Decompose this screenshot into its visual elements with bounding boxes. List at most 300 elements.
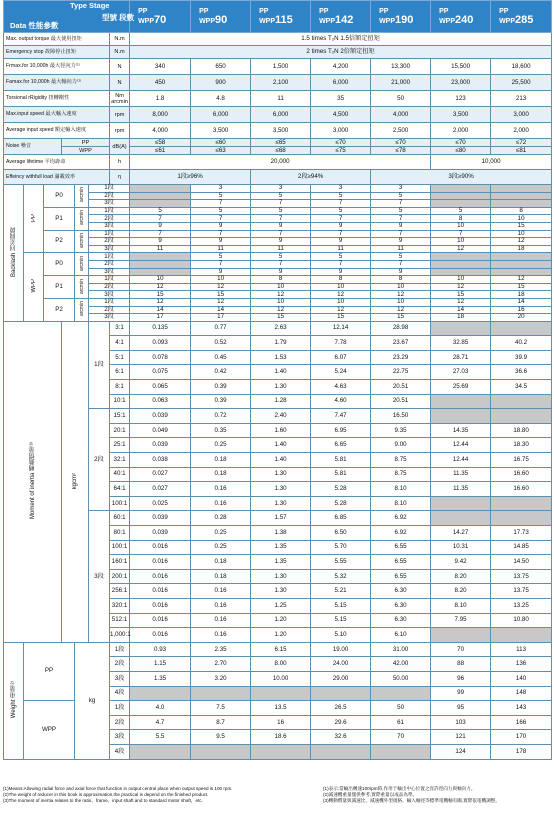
value-cell: 8.75 — [371, 453, 431, 468]
wpp-weight-label: WPP — [24, 701, 75, 759]
lifetime-label: Average lifetime 平均壽命 — [4, 155, 110, 170]
stage-label: 3段 — [89, 314, 130, 322]
value-cell: 2.63 — [251, 321, 311, 336]
value-cell: 103 — [431, 715, 491, 730]
value-cell: 12.44 — [431, 453, 491, 468]
value-cell: 6,000 — [251, 107, 311, 123]
stage-label: 1段 — [89, 253, 130, 261]
value-cell: 0.025 — [130, 496, 191, 511]
value-cell: 12.44 — [431, 438, 491, 453]
avg-input-label: Average input speed 額定輸入速度 — [4, 123, 110, 139]
value-cell: 16.60 — [491, 467, 552, 482]
value-cell: 7 — [191, 200, 251, 208]
model-header — [431, 1, 491, 33]
table-row — [4, 321, 552, 336]
max-torque-label: Max. output torque 最大使用扭矩 — [4, 33, 110, 46]
emergency-stop-value: 2 times T₂N 2倍額定扭矩 — [130, 46, 552, 59]
value-cell: 88 — [431, 657, 491, 672]
value-cell: 3 — [371, 185, 431, 193]
lifetime-value: 10,000 — [431, 155, 552, 170]
value-cell: 15 — [311, 314, 371, 322]
value-cell: 22.75 — [371, 365, 431, 380]
value-cell: 7 — [371, 200, 431, 208]
value-cell: 17 — [130, 314, 191, 322]
value-cell: 12 — [311, 291, 371, 299]
table-row — [4, 170, 552, 185]
value-cell: 9 — [251, 222, 311, 230]
value-cell: 0.25 — [191, 438, 251, 453]
ratio-label: 80:1 — [110, 526, 130, 541]
value-cell: 6.85 — [311, 511, 371, 526]
arcmin-unit: arcmin — [78, 210, 85, 226]
value-cell: ≤80 — [431, 147, 491, 155]
value-cell: 5 — [251, 253, 311, 261]
value-cell: 8.7 — [191, 715, 251, 730]
stage-label: 1段 — [89, 276, 130, 284]
value-cell: 3,000 — [311, 123, 371, 139]
stage-label: 4段 — [110, 744, 130, 759]
value-cell: 12 — [311, 306, 371, 314]
value-cell — [130, 192, 191, 200]
model-prefix: PP — [138, 7, 148, 15]
table-row — [4, 75, 552, 91]
value-cell: 9.5 — [191, 730, 251, 745]
value-cell: 7 — [130, 230, 191, 238]
value-cell: 95 — [431, 701, 491, 716]
model-prefix: PP — [439, 7, 449, 15]
value-cell: 0.72 — [191, 409, 251, 424]
value-cell: 8.20 — [431, 569, 491, 584]
value-cell: 10 — [371, 298, 431, 306]
value-cell: 10 — [491, 230, 552, 238]
value-cell — [130, 185, 191, 193]
value-cell: 0.016 — [130, 628, 191, 643]
value-cell: 7 — [191, 230, 251, 238]
value-cell: 8.00 — [251, 657, 311, 672]
value-cell: 0.16 — [191, 584, 251, 599]
value-cell: 50 — [371, 701, 431, 716]
model-number: 285 — [515, 13, 534, 26]
ratio-label: 15:1 — [110, 409, 130, 424]
model-prefix-wpp: WPP — [379, 17, 396, 25]
value-cell: 9 — [371, 238, 431, 246]
value-cell: 15 — [431, 291, 491, 299]
value-cell: 7 — [191, 215, 251, 223]
value-cell: 18 — [491, 245, 552, 253]
value-cell: 0.16 — [191, 482, 251, 497]
value-cell: 99 — [431, 686, 491, 701]
ratio-label: 256:1 — [110, 584, 130, 599]
value-cell: 9 — [191, 222, 251, 230]
model-header — [191, 1, 251, 33]
value-cell: 0.039 — [130, 526, 191, 541]
value-cell: 32.6 — [311, 730, 371, 745]
value-cell: 7 — [371, 260, 431, 268]
value-cell: 7 — [371, 215, 431, 223]
value-cell — [130, 260, 191, 268]
unit-cell: rpm — [110, 107, 130, 123]
inertia-title-text: Moment of inertia 轉動慣量⁽³⁾ — [29, 442, 36, 520]
grade-label: P0 — [44, 185, 75, 208]
value-cell: 35 — [311, 91, 371, 107]
value-cell: 15 — [130, 291, 191, 299]
value-cell: 12 — [130, 283, 191, 291]
value-cell: 12 — [371, 306, 431, 314]
model-number: 115 — [275, 13, 293, 26]
stage-label: 3段 — [89, 511, 110, 642]
value-cell: 12.14 — [311, 321, 371, 336]
value-cell: 6.55 — [371, 555, 431, 570]
value-cell: 18 — [431, 314, 491, 322]
arcmin-unit: arcmin — [78, 301, 85, 317]
value-cell: 0.039 — [130, 409, 191, 424]
value-cell — [191, 686, 251, 701]
ratio-label: 160:1 — [110, 555, 130, 570]
value-cell: 7 — [431, 230, 491, 238]
value-cell: 9.35 — [371, 423, 431, 438]
noise-pp-label: PP — [62, 139, 110, 147]
value-cell: 0.18 — [191, 453, 251, 468]
grade-label: P1 — [44, 276, 75, 299]
value-cell: 18 — [491, 291, 552, 299]
pp-weight-label: PP — [24, 642, 75, 700]
value-cell: 10 — [491, 215, 552, 223]
ratio-label: 1,000:1 — [110, 628, 130, 643]
type-stage-header — [4, 1, 135, 33]
table-row — [4, 207, 552, 215]
unit-cell: N — [110, 59, 130, 75]
value-cell: 5.81 — [311, 453, 371, 468]
value-cell: 20.51 — [371, 380, 431, 395]
table-row — [4, 642, 552, 657]
value-cell: 39.9 — [491, 350, 552, 365]
value-cell: 25.69 — [431, 380, 491, 395]
value-cell: ≤68 — [251, 147, 311, 155]
value-cell: 18.6 — [251, 730, 311, 745]
value-cell: 2,100 — [251, 75, 311, 91]
value-cell: 4,200 — [311, 59, 371, 75]
value-cell: 7 — [311, 200, 371, 208]
value-cell: ≤78 — [371, 147, 431, 155]
efficiency-label: Effeincy withfull load 滿載效率 — [4, 170, 110, 185]
value-cell: ≤70 — [311, 139, 371, 147]
arcmin-unit: arcmin — [78, 187, 85, 203]
ratio-label: 10:1 — [110, 394, 130, 409]
model-prefix: PP — [379, 7, 389, 15]
stage-label: 1段 — [89, 207, 130, 215]
value-cell: 3,500 — [431, 107, 491, 123]
value-cell — [431, 409, 491, 424]
value-cell: 4.0 — [130, 701, 191, 716]
value-cell — [431, 192, 491, 200]
pp-label-text: PP — [30, 213, 37, 222]
value-cell: 10 — [191, 276, 251, 284]
value-cell: 10 — [311, 283, 371, 291]
value-cell: 23.29 — [371, 350, 431, 365]
unit-cell — [62, 321, 89, 642]
value-cell: 0.016 — [130, 613, 191, 628]
value-cell — [491, 185, 552, 193]
stage-label: 3段 — [89, 200, 130, 208]
value-cell: 23.67 — [371, 336, 431, 351]
value-cell: 9 — [130, 222, 191, 230]
stage-label: 4段 — [110, 686, 130, 701]
stage-label: 2段 — [89, 283, 130, 291]
value-cell: 1.35 — [130, 671, 191, 686]
efficiency-stage2: 2段≥94% — [251, 170, 371, 185]
value-cell: 10 — [371, 283, 431, 291]
value-cell: 18.80 — [491, 423, 552, 438]
value-cell: 29.6 — [311, 715, 371, 730]
ratio-label: 64:1 — [110, 482, 130, 497]
value-cell: 5.21 — [311, 584, 371, 599]
max-torque-value: 1.5 times T₂N 1.5倍額定扭矩 — [130, 33, 552, 46]
value-cell: 2.40 — [251, 409, 311, 424]
value-cell — [491, 260, 552, 268]
table-row — [4, 155, 552, 170]
value-cell: 26.5 — [311, 701, 371, 716]
value-cell: 7 — [251, 215, 311, 223]
value-cell: 14.85 — [491, 540, 552, 555]
value-cell — [431, 253, 491, 261]
value-cell: 4,000 — [130, 123, 191, 139]
model-prefix: PP — [199, 7, 209, 15]
stage-label: 1段 — [89, 298, 130, 306]
ratio-label: 8:1 — [110, 380, 130, 395]
value-cell: 2.70 — [191, 657, 251, 672]
value-cell: 9.00 — [371, 438, 431, 453]
value-cell: 13,300 — [371, 59, 431, 75]
value-cell: 1.35 — [251, 555, 311, 570]
value-cell: 5.32 — [311, 569, 371, 584]
value-cell: 10 — [251, 283, 311, 291]
value-cell: 6.95 — [311, 423, 371, 438]
value-cell: 6.30 — [371, 613, 431, 628]
value-cell: 15 — [191, 291, 251, 299]
unit-cell: dB(A) — [110, 139, 130, 155]
value-cell: 3,500 — [251, 123, 311, 139]
value-cell: 15 — [491, 222, 552, 230]
value-cell: 12 — [251, 306, 311, 314]
stage-label: 2段 — [89, 409, 110, 511]
type-stage-cn-label: 型號 段數 — [102, 13, 135, 22]
value-cell — [311, 686, 371, 701]
value-cell: 0.049 — [130, 423, 191, 438]
value-cell: 25,500 — [491, 75, 552, 91]
ratio-label: 20:1 — [110, 423, 130, 438]
efficiency-stage3: 3段≥90% — [371, 170, 552, 185]
value-cell: 0.078 — [130, 350, 191, 365]
value-cell: 0.093 — [130, 336, 191, 351]
value-cell: 7 — [251, 200, 311, 208]
value-cell: 7.78 — [311, 336, 371, 351]
value-cell: 12 — [431, 298, 491, 306]
wpp-label — [24, 253, 44, 321]
value-cell — [491, 394, 552, 409]
value-cell: 5.28 — [311, 482, 371, 497]
value-cell: 1.53 — [251, 350, 311, 365]
value-cell: 4,000 — [371, 107, 431, 123]
stage-label: 3段 — [89, 268, 130, 276]
max-input-label: Max.input speed 最大輸入速度 — [4, 107, 110, 123]
value-cell: 9 — [371, 222, 431, 230]
value-cell: 2,500 — [371, 123, 431, 139]
table-row — [4, 147, 552, 155]
value-cell: 12 — [491, 238, 552, 246]
value-cell: 23,000 — [431, 75, 491, 91]
value-cell: ≤60 — [191, 139, 251, 147]
value-cell: 2,000 — [491, 123, 552, 139]
stage-label: 1段 — [110, 642, 130, 657]
value-cell: 34.5 — [491, 380, 552, 395]
ratio-label: 200:1 — [110, 569, 130, 584]
stage-label: 1段 — [89, 230, 130, 238]
model-prefix: PP — [319, 7, 329, 15]
type-stage-label: Type Stage — [70, 1, 110, 10]
value-cell: 9 — [251, 268, 311, 276]
value-cell: 5 — [191, 192, 251, 200]
value-cell: 6.07 — [311, 350, 371, 365]
value-cell: 20 — [491, 314, 552, 322]
value-cell — [311, 744, 371, 759]
stage-label: 2段 — [89, 260, 130, 268]
value-cell: 5 — [191, 207, 251, 215]
value-cell: 6.30 — [371, 598, 431, 613]
value-cell: 50.00 — [371, 671, 431, 686]
table-row — [4, 123, 552, 139]
ratio-label: 6:1 — [110, 365, 130, 380]
value-cell: 5 — [251, 192, 311, 200]
value-cell: 1.30 — [251, 467, 311, 482]
value-cell: 12 — [431, 245, 491, 253]
value-cell: 14.50 — [491, 555, 552, 570]
value-cell: 10.80 — [491, 613, 552, 628]
value-cell: 5.55 — [311, 555, 371, 570]
value-cell: 4.7 — [130, 715, 191, 730]
value-cell: 9.42 — [431, 555, 491, 570]
table-row — [4, 185, 552, 193]
efficiency-stage1: 1段≥96% — [130, 170, 251, 185]
value-cell: 8 — [431, 215, 491, 223]
value-cell: 136 — [491, 657, 552, 672]
value-cell: ≤58 — [130, 139, 191, 147]
value-cell: 5.5 — [130, 730, 191, 745]
value-cell: 5 — [371, 192, 431, 200]
value-cell: 15 — [491, 283, 552, 291]
value-cell: ≤63 — [191, 147, 251, 155]
value-cell: 0.016 — [130, 569, 191, 584]
value-cell: 12 — [191, 298, 251, 306]
value-cell: 2,000 — [431, 123, 491, 139]
value-cell: 113 — [491, 642, 552, 657]
emergency-stop-label: Emergency stop 故障停止扭矩 — [4, 46, 110, 59]
value-cell: 148 — [491, 686, 552, 701]
grade-label: P2 — [44, 298, 75, 321]
value-cell: 11.35 — [431, 467, 491, 482]
value-cell: 7 — [311, 215, 371, 223]
value-cell: 14 — [431, 306, 491, 314]
table-row — [4, 107, 552, 123]
value-cell: 6.15 — [251, 642, 311, 657]
value-cell: 14 — [191, 306, 251, 314]
value-cell: 6.65 — [311, 438, 371, 453]
value-cell: 1.20 — [251, 613, 311, 628]
model-number: 90 — [215, 13, 228, 26]
ratio-label: 100:1 — [110, 496, 130, 511]
table-row — [4, 253, 552, 261]
backlash-title-text: Backlash 回差間隙 — [10, 226, 17, 277]
value-cell: 10 — [431, 276, 491, 284]
model-prefix: PP — [259, 7, 269, 15]
value-cell: 340 — [130, 59, 191, 75]
value-cell: 1.20 — [251, 628, 311, 643]
ratio-label: 100:1 — [110, 540, 130, 555]
value-cell: 5 — [130, 207, 191, 215]
model-number: 70 — [154, 13, 167, 26]
model-header — [371, 1, 431, 33]
value-cell: 18.30 — [491, 438, 552, 453]
unit-arcmin: arcmin — [111, 98, 128, 105]
value-cell: 1.30 — [251, 482, 311, 497]
ratio-label: 4:1 — [110, 336, 130, 351]
value-cell: 1.8 — [130, 91, 191, 107]
table-row — [4, 1, 552, 33]
inertia-title — [4, 321, 62, 642]
value-cell: 0.16 — [191, 628, 251, 643]
value-cell: 1.15 — [130, 657, 191, 672]
value-cell — [431, 511, 491, 526]
value-cell: 1.40 — [251, 453, 311, 468]
value-cell: 15 — [251, 314, 311, 322]
value-cell: 140 — [491, 671, 552, 686]
value-cell: 2.35 — [191, 642, 251, 657]
value-cell: 8.10 — [371, 482, 431, 497]
value-cell: 0.18 — [191, 569, 251, 584]
value-cell: 0.016 — [130, 584, 191, 599]
stage-label: 2段 — [89, 306, 130, 314]
table-row — [4, 59, 552, 75]
stage-label: 1段 — [89, 321, 110, 409]
unit-cell: kg — [75, 642, 110, 759]
value-cell: 4.63 — [311, 380, 371, 395]
value-cell: 8,000 — [130, 107, 191, 123]
model-number: 142 — [335, 13, 354, 26]
value-cell: 10 — [311, 298, 371, 306]
value-cell: 8.10 — [431, 598, 491, 613]
value-cell: 900 — [191, 75, 251, 91]
value-cell: 5.81 — [311, 467, 371, 482]
value-cell: 61 — [371, 715, 431, 730]
value-cell: 0.25 — [191, 526, 251, 541]
value-cell: 178 — [491, 744, 552, 759]
value-cell: 1.38 — [251, 526, 311, 541]
value-cell: 28.71 — [431, 350, 491, 365]
stage-label: 1段 — [89, 185, 130, 193]
value-cell: 9 — [311, 238, 371, 246]
value-cell: 9 — [251, 238, 311, 246]
value-cell: 10.31 — [431, 540, 491, 555]
value-cell: 3,500 — [191, 123, 251, 139]
value-cell: 5 — [311, 207, 371, 215]
value-cell: 7 — [251, 230, 311, 238]
ratio-label: 32:1 — [110, 453, 130, 468]
value-cell: 7 — [251, 260, 311, 268]
value-cell — [491, 253, 552, 261]
value-cell: 0.39 — [191, 380, 251, 395]
model-prefix-wpp: WPP — [319, 17, 336, 25]
value-cell: 15 — [371, 314, 431, 322]
value-cell: 9 — [130, 238, 191, 246]
